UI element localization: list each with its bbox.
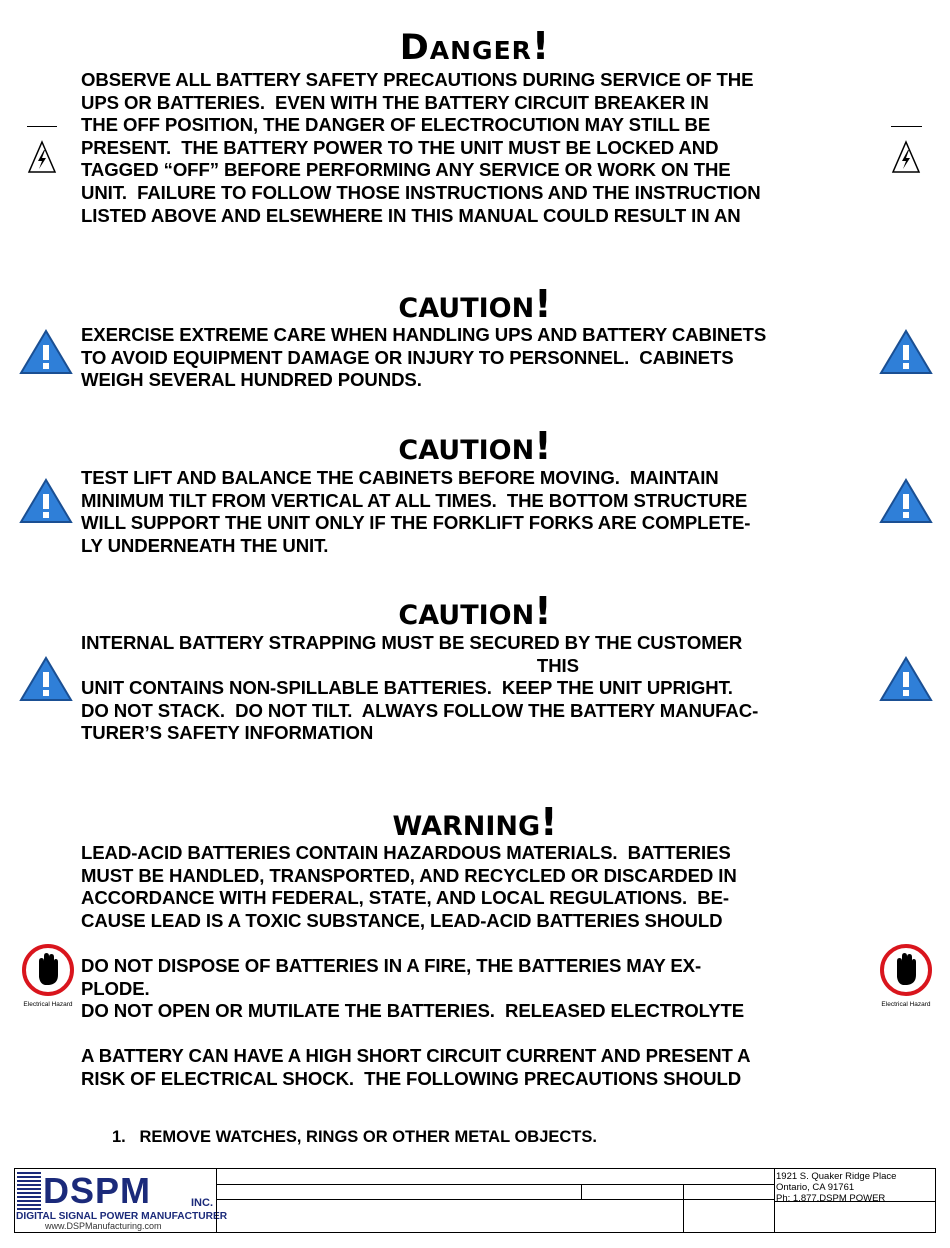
- danger-text: OBSERVE ALL BATTERY SAFETY PRECAUTIONS DURING SERVICE OF THE UPS OR BATTERIES. EVEN WITH THE BATTERY CIRCUIT BREAKER IN THE OFF POSITION, THE DANGER OF ELECTROCUTION MAY STILL BE PRESENT. THE BATTERY POWER TO THE UNIT MUST BE LOCKED AND TAGGED “OFF” BEFORE PERFORMING ANY SERVICE OR WORK ON THE UNIT. FAILURE TO FOLLOW THOSE INSTRUCTIONS AND THE INSTRUCTION LISTED ABOVE AND ELSEWHERE IN THIS MANUAL COULD RESULT IN AN: [81, 69, 761, 226]
- warning-heading: [0, 800, 950, 844]
- warning-text: LEAD-ACID BATTERIES CONTAIN HAZARDOUS MATERIALS. BATTERIES MUST BE HANDLED, TRANSPORTED, AND RECYCLED OR DISCARDED IN ACCORDANCE WITH FEDERAL, STATE, AND LOCAL REGULATIONS. BE- CAUSE LEAD IS A TOXIC SUBSTANCE, LEAD-ACID BATTERIES SHOULD DO NOT DISPOSE OF BATTERIES IN A FIRE, THE BATTERIES MAY EX- PLODE. DO NOT OPEN OR MUTILATE THE BATTERIES. RELEASED ELECTROLYTE A BATTERY CAN HAVE A HIGH SHORT CIRCUIT CURRENT AND PRESENT A RISK OF ELECTRICAL SHOCK. THE FOLLOWING PRECAUTIONS SHOULD: [81, 842, 751, 1089]
- electrical-hazard-label-left: Electrical Hazard: [23, 1001, 73, 1008]
- danger-heading-text: Danger: [399, 28, 532, 68]
- caution-heading-1-text: CAUTION: [398, 293, 535, 324]
- address-line-2: Ontario, CA 91761: [776, 1182, 855, 1193]
- caution-2-text: TEST LIFT AND BALANCE THE CABINETS BEFORE MOVING. MAINTAIN MINIMUM TILT FROM VERTICAL AT ALL TIMES. THE BOTTOM STRUCTURE WILL SUPPORT THE UNIT ONLY IF THE FORKLIFT FORKS ARE COMPLETE- LY UNDERNEATH THE UNIT.: [81, 467, 751, 556]
- title-block: [14, 1168, 934, 1232]
- caution-heading-3: [0, 589, 950, 633]
- right-rule-mark: [891, 126, 922, 127]
- danger-heading-bang: !: [531, 24, 551, 68]
- caution-heading-2-bang: !: [534, 424, 552, 468]
- caution-icon-right-2: [878, 477, 934, 525]
- caution-1-text: EXERCISE EXTREME CARE WHEN HANDLING UPS AND BATTERY CABINETS TO AVOID EQUIPMENT DAMAGE OR INJURY TO PERSONNEL. CABINETS WEIGH SEVERAL HUNDRED POUNDS.: [81, 324, 767, 391]
- caution-icon-left-1: [18, 328, 74, 376]
- grid-line: [217, 1184, 774, 1185]
- caution-heading-3-text: CAUTION: [398, 600, 535, 631]
- caution-icon-right-3: [878, 655, 934, 703]
- caution-heading-1-bang: !: [534, 282, 552, 326]
- grid-line: [217, 1199, 774, 1200]
- grid-line: [683, 1184, 684, 1232]
- electrical-warning-icon-left: [27, 140, 57, 174]
- address-line-1: 1921 S. Quaker Ridge Place: [776, 1171, 897, 1182]
- left-rule-mark: [27, 126, 57, 127]
- caution-heading-1: [0, 282, 950, 326]
- warning-heading-bang: !: [540, 800, 558, 844]
- address-line-3: Ph: 1.877.DSPM POWER: [776, 1193, 886, 1204]
- logo-stripes: [17, 1172, 41, 1212]
- hand-stop-icon: [877, 943, 935, 997]
- caution-heading-3-bang: !: [534, 589, 552, 633]
- company-address: [776, 1171, 896, 1204]
- hand-stop-icon: [19, 943, 77, 997]
- logo-tagline: DIGITAL SIGNAL POWER MANUFACTURER: [16, 1211, 228, 1222]
- danger-heading: [0, 24, 950, 68]
- precaution-item-1: 1. REMOVE WATCHES, RINGS OR OTHER METAL OBJECTS.: [112, 1128, 597, 1146]
- logo-name: DSPM: [43, 1170, 152, 1211]
- electrical-hazard-right: [877, 943, 935, 1009]
- warning-heading-text: WARNING: [392, 811, 541, 842]
- electrical-hazard-left: [19, 943, 77, 1009]
- caution-icon-left-2: [18, 477, 74, 525]
- logo-inc: INC.: [191, 1197, 213, 1209]
- electrical-hazard-label-right: Electrical Hazard: [881, 1001, 931, 1008]
- grid-line: [581, 1184, 582, 1199]
- logo-url: www.DSPManufacturing.com: [45, 1221, 162, 1231]
- caution-heading-2-text: CAUTION: [398, 435, 535, 466]
- caution-heading-2: [0, 424, 950, 468]
- logo-box: [14, 1168, 228, 1233]
- caution-icon-left-3: [18, 655, 74, 703]
- electrical-warning-icon-right: [891, 140, 921, 174]
- caution-icon-right-1: [878, 328, 934, 376]
- caution-3-text: INTERNAL BATTERY STRAPPING MUST BE SECURED BY THE CUSTOMER THIS UNIT CONTAINS NON-SPILLABLE BATTERIES. KEEP THE UNIT UPRIGHT. DO NOT STACK. DO NOT TILT. ALWAYS FOLLOW THE BATTERY MANUFAC- TURER’S SAFETY INFORMATION: [81, 632, 759, 744]
